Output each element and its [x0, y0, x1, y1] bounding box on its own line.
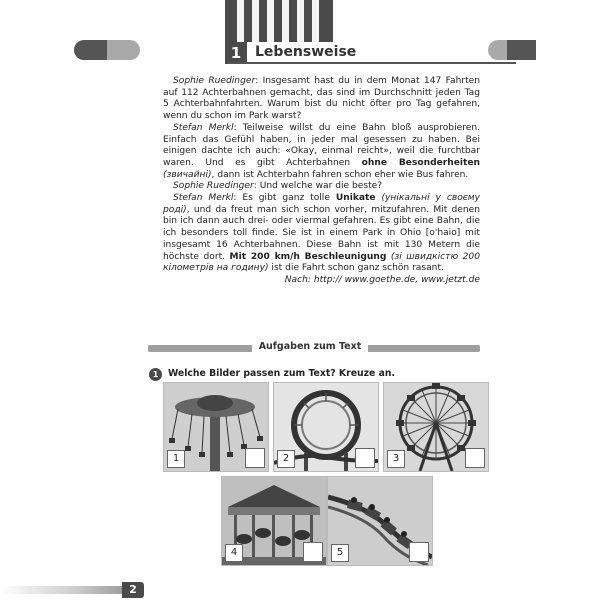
source-citation: Nach: http:// www.goethe.de, www.jetzt.de: [284, 274, 480, 285]
speaker-name: Stefan Merkl: [173, 193, 234, 204]
answer-checkbox-1[interactable]: [245, 448, 265, 468]
answer-checkbox-4[interactable]: [303, 542, 323, 562]
translation: (зі швидкістю 200 кілометрів на годину): [163, 251, 480, 274]
image-4: [221, 476, 327, 566]
section-rule-left: [148, 345, 252, 352]
vocab-bold: Unikate: [335, 193, 376, 204]
translation: (звичайні): [163, 169, 212, 180]
image-label: 3: [387, 450, 405, 468]
image-label: 2: [277, 450, 295, 468]
image-2: [273, 382, 379, 472]
image-3: [383, 382, 489, 472]
image-5: [327, 476, 433, 566]
header-decor-right: [488, 40, 536, 60]
image-1: [163, 382, 269, 472]
speaker-name: Sophie Ruedinger: [173, 76, 256, 86]
answer-checkbox-2[interactable]: [355, 448, 375, 468]
chapter-title: Lebensweise: [255, 44, 357, 60]
translation: (унікальні у своєму роді): [163, 193, 480, 215]
paragraph-3: Sophie Ruedinger: Und welche war die beste?: [173, 181, 383, 192]
footer-rule: [0, 586, 122, 594]
image-label: 1: [167, 450, 185, 468]
answer-checkbox-5[interactable]: [409, 542, 429, 562]
header-rule: [228, 62, 516, 64]
speaker-name: Stefan Merkl: [173, 122, 234, 133]
vocab-bold: Mit 200 km/h Beschleunigung: [229, 251, 387, 262]
page-number: 2: [122, 582, 144, 598]
image-label: 5: [331, 544, 349, 562]
header-decor-left: [74, 40, 140, 60]
question-text: Welche Bilder passen zum Text? Kreuze an.: [168, 368, 396, 379]
answer-checkbox-3[interactable]: [465, 448, 485, 468]
section-title: Aufgaben zum Text: [258, 341, 362, 352]
question-number: 1: [149, 368, 162, 381]
interview-text: [163, 76, 480, 287]
paragraph-2: Stefan Merkl: Teilweise willst du eine Bahn bloß ausprobieren. Einfach das Gefühl haben, in jeder mal gesessen zu haben. Bei einigen dachte ich auch: «Okay, einmal reicht», weil die furchtbar waren. Und es gibt Achterbahnen ohne Besonderheiten (звичайні), dann ist Achterbahn fahren schon eher wie Bus fahren.: [163, 122, 481, 180]
section-rule-right: [368, 345, 480, 352]
paragraph-1: Sophie Ruedinger: Insgesamt hast du in dem Monat 147 Fahrten auf 112 Achterbahnen gemacht, das sind im Durchschnitt jeden Tag 5 Achterbahnfahrten. Warum bist du nicht öfter pro Tag gefahren, wenn du schon im Park warst?: [163, 76, 480, 122]
paragraph-4: Stefan Merkl: Es gibt ganz tolle Unikate (унікальні у своєму роді), und da freut man sich schon vorher, mitzufahren. Mit denen bin ich dann auch drei- oder viermal gefahren. Es gibt eine Bahn, die ich besonders toll finde. Sie ist in einem Park in Ohio [o'haio] mit insgesamt 16 Achterbahnen. Diese Bahn ist mit 130 Metern die höchste dort. Mit 200 km/h Beschleunigung (зі швидкістю 200 кілометрів на годину) ist die Fahrt schon ganz schön rasant.: [163, 193, 480, 274]
header-tab: [225, 0, 333, 42]
image-label: 4: [225, 544, 243, 562]
speaker-name: Sophie Ruedinger: [173, 181, 254, 192]
chapter-number: 1: [225, 42, 247, 64]
vocab-bold: ohne Besonderheiten: [361, 157, 481, 168]
